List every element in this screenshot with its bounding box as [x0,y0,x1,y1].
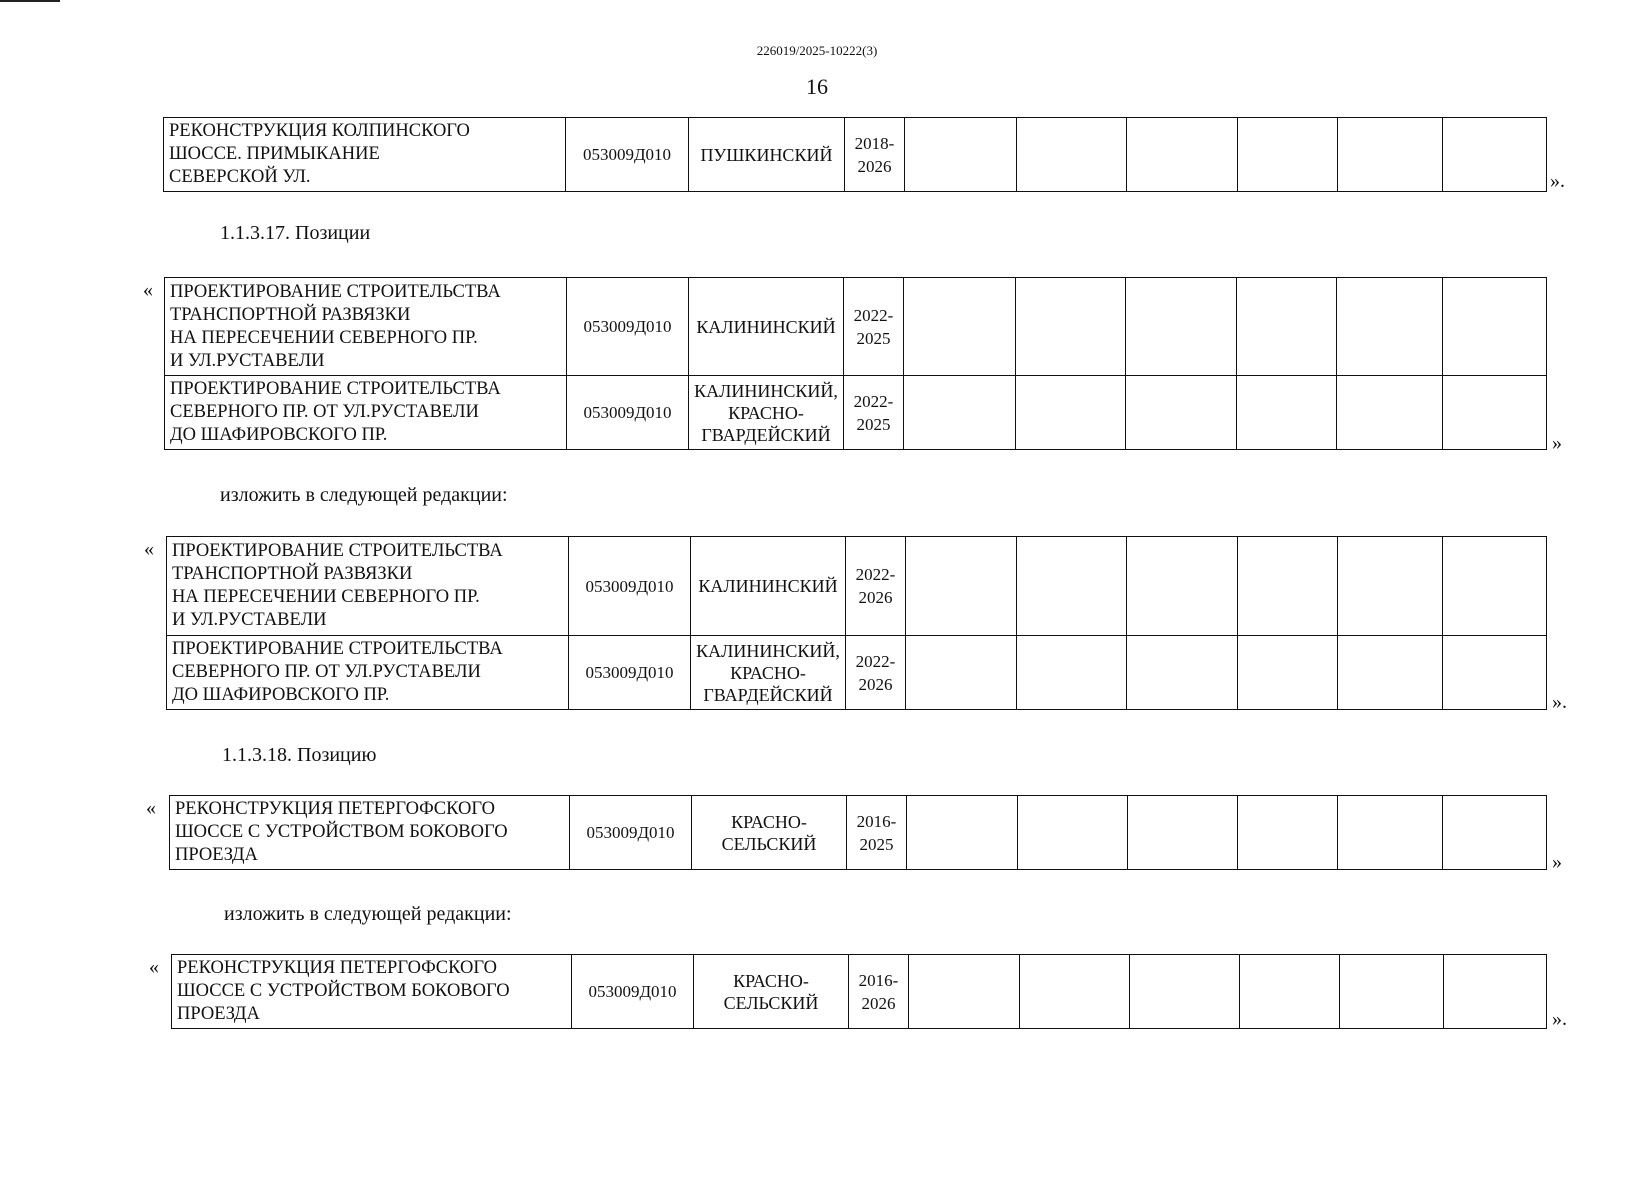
district-cell: КАЛИНИНСКИЙ [689,278,844,376]
empty-cell [1443,636,1547,710]
empty-cell [1127,537,1238,636]
empty-cell [1017,118,1127,192]
code-cell: 053009Д010 [569,537,691,636]
empty-cell [907,796,1018,870]
closing-quote: » [1552,851,1562,873]
opening-quote: « [143,279,153,301]
years-cell: 2022- 2025 [844,376,904,450]
code-cell: 053009Д010 [570,796,692,870]
object-name-cell: ПРОЕКТИРОВАНИЕ СТРОИТЕЛЬСТВА СЕВЕРНОГО ПР. ОТ УЛ.РУСТАВЕЛИ ДО ШАФИРОВСКОГО ПР. [167,636,569,710]
empty-cell [1443,537,1547,636]
empty-cell [1238,118,1338,192]
years-cell: 2022- 2025 [844,278,904,376]
closing-quote: » [1552,432,1562,454]
position-table-severny-new [166,536,1547,710]
empty-cell [1444,955,1547,1029]
empty-cell [1126,278,1237,376]
district-cell: КРАСНО- СЕЛЬСКИЙ [694,955,849,1029]
opening-quote: « [144,538,154,560]
closing-quote: ». [1552,1008,1567,1030]
section-heading-1-1-3-18: 1.1.3.18. Позицию [222,744,377,766]
opening-quote: « [149,956,159,978]
empty-cell [1237,376,1337,450]
years-cell: 2022- 2026 [846,537,906,636]
empty-cell [905,118,1017,192]
empty-cell [904,376,1016,450]
table-row [167,537,1547,636]
empty-cell [1016,278,1126,376]
district-cell: КАЛИНИНСКИЙ, КРАСНО- ГВАРДЕЙСКИЙ [689,376,844,450]
district-cell: ПУШКИНСКИЙ [689,118,845,192]
corner-scan-mark [0,0,60,2]
position-table-peterhof-old [169,795,1547,870]
empty-cell [1016,376,1126,450]
position-table-severny-old [164,277,1547,450]
empty-cell [1126,376,1237,450]
empty-cell [1340,955,1444,1029]
empty-cell [1443,796,1547,870]
empty-cell [1238,537,1338,636]
table-row [170,796,1547,870]
document-number: 226019/2025-10222(3) [756,43,878,58]
object-name-cell: ПРОЕКТИРОВАНИЕ СТРОИТЕЛЬСТВА ТРАНСПОРТНОЙ РАЗВЯЗКИ НА ПЕРЕСЕЧЕНИИ СЕВЕРНОГО ПР. И УЛ.РУСТАВЕЛИ [167,537,569,636]
section-heading-1-1-3-17: 1.1.3.17. Позиции [220,222,371,244]
district-cell: КАЛИНИНСКИЙ, КРАСНО- ГВАРДЕЙСКИЙ [691,636,846,710]
empty-cell [909,955,1020,1029]
table-row [165,278,1547,376]
empty-cell [1338,118,1443,192]
empty-cell [1017,537,1127,636]
object-name-cell: РЕКОНСТРУКЦИЯ ПЕТЕРГОФСКОГО ШОССЕ С УСТРОЙСТВОМ БОКОВОГО ПРОЕЗДА [170,796,570,870]
empty-cell [1337,278,1443,376]
empty-cell [1338,796,1443,870]
opening-quote: « [146,797,156,819]
empty-cell [1127,636,1238,710]
empty-cell [1128,796,1238,870]
years-cell: 2022- 2026 [846,636,906,710]
empty-cell [1237,278,1337,376]
empty-cell [1020,955,1130,1029]
table-row [167,636,1547,710]
empty-cell [1018,796,1128,870]
object-name-cell: ПРОЕКТИРОВАНИЕ СТРОИТЕЛЬСТВА ТРАНСПОРТНОЙ РАЗВЯЗКИ НА ПЕРЕСЕЧЕНИИ СЕВЕРНОГО ПР. И УЛ.РУСТАВЕЛИ [165,278,567,376]
object-name-cell: РЕКОНСТРУКЦИЯ КОЛПИНСКОГО ШОССЕ. ПРИМЫКАНИЕ СЕВЕРСКОЙ УЛ. [164,118,566,192]
empty-cell [1443,118,1547,192]
code-cell: 053009Д010 [567,278,689,376]
table-row [172,955,1547,1029]
object-name-cell: ПРОЕКТИРОВАНИЕ СТРОИТЕЛЬСТВА СЕВЕРНОГО ПР. ОТ УЛ.РУСТАВЕЛИ ДО ШАФИРОВСКОГО ПР. [165,376,567,450]
years-cell: 2016- 2026 [849,955,909,1029]
district-cell: КАЛИНИНСКИЙ [691,537,846,636]
empty-cell [906,537,1017,636]
closing-quote: ». [1550,170,1565,192]
closing-quote: ». [1552,691,1567,713]
table-row [164,118,1547,192]
edit-instruction: изложить в следующей редакции: [224,903,512,925]
empty-cell [1443,376,1547,450]
position-table-kolpino [163,117,1547,192]
empty-cell [1240,955,1340,1029]
empty-cell [1017,636,1127,710]
empty-cell [1338,636,1443,710]
empty-cell [1127,118,1238,192]
empty-cell [1130,955,1240,1029]
empty-cell [1338,537,1443,636]
code-cell: 053009Д010 [569,636,691,710]
table-row [165,376,1547,450]
district-cell: КРАСНО- СЕЛЬСКИЙ [692,796,847,870]
years-cell: 2018- 2026 [845,118,905,192]
empty-cell [904,278,1016,376]
edit-instruction: изложить в следующей редакции: [220,484,508,506]
empty-cell [1443,278,1547,376]
page-number: 16 [806,74,828,99]
position-table-peterhof-new [171,954,1547,1029]
empty-cell [906,636,1017,710]
years-cell: 2016- 2025 [847,796,907,870]
empty-cell [1238,796,1338,870]
empty-cell [1337,376,1443,450]
empty-cell [1238,636,1338,710]
code-cell: 053009Д010 [572,955,694,1029]
code-cell: 053009Д010 [566,118,689,192]
code-cell: 053009Д010 [567,376,689,450]
object-name-cell: РЕКОНСТРУКЦИЯ ПЕТЕРГОФСКОГО ШОССЕ С УСТРОЙСТВОМ БОКОВОГО ПРОЕЗДА [172,955,572,1029]
